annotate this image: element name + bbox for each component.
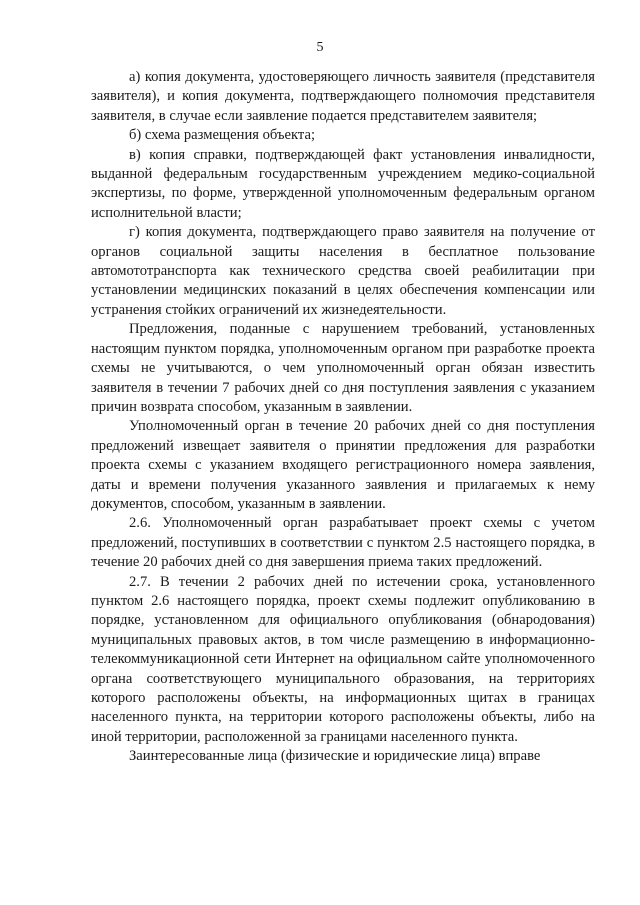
paragraph-clause-2-7: 2.7. В течении 2 рабочих дней по истечении срока, установленного пунктом 2.6 настоящего порядка, проект схемы подлежит опубликованию в порядке, установленном для официального опубликования (обнародования) муниципальных правовых актов, в том числе размещению в информационно-телекоммуникационной сети Интернет на официальном сайте уполномоченного органа соответствующего муниципального образования, на территориях которого расположены объекты, на информационных щитах в границах населенного пункта, на территории которого расположены объекты, либо на иной территории, расположенной за границами населенного пункта.	[91, 573, 595, 745]
page-number: 5	[316, 40, 324, 55]
paragraph-notification: Уполномоченный орган в течение 20 рабочих дней со дня поступления предложений извещает заявителя о принятии предложения для разработки проекта схемы с указанием входящего регистрационного номера заявления, даты и времени получения указанного заявления и прилагаемых к нему документов, способом, указанным в заявлении.	[91, 418, 595, 512]
paragraph-item-b: б) схема размещения объекта;	[129, 127, 315, 144]
paragraph-interested-parties: Заинтересованные лица (физические и юридические лица) вправе	[129, 748, 541, 765]
paragraph-rejected-proposals: Предложения, поданные с нарушением требований, установленных настоящим пунктом порядка, уполномоченным органом при разработке проекта схемы не учитываются, о чем уполномоченный орган обязан известить заявителя в течении 7 рабочих дней со дня поступления заявления с указанием причин возврата способом, указанным в заявлении.	[91, 321, 595, 415]
paragraph-item-g: г) копия документа, подтверждающего право заявителя на получение от органов социальной защиты населения в бесплатное пользование автомототранспорта как технического средства своей реабилитации при установлении медицинских показаний в целях обеспечения компенсации или устранения стойких ограничений их жизнедеятельности.	[91, 224, 595, 318]
paragraph-item-v: в) копия справки, подтверждающей факт установления инвалидности, выданной федеральным государственным учреждением медико-социальной экспертизы, по форме, утвержденной уполномоченным федеральным органом исполнительной власти;	[91, 146, 595, 221]
document-body	[91, 68, 595, 767]
paragraph-item-a: а) копия документа, удостоверяющего личность заявителя (представителя заявителя), и копия документа, подтверждающего полномочия представителя заявителя, в случае если заявление подается представителем заявителя;	[91, 69, 595, 124]
paragraph-clause-2-6: 2.6. Уполномоченный орган разрабатывает проект схемы с учетом предложений, поступивших в соответствии с пунктом 2.5 настоящего порядка, в течение 20 рабочих дней со дня завершения приема таких предложений.	[91, 515, 595, 571]
